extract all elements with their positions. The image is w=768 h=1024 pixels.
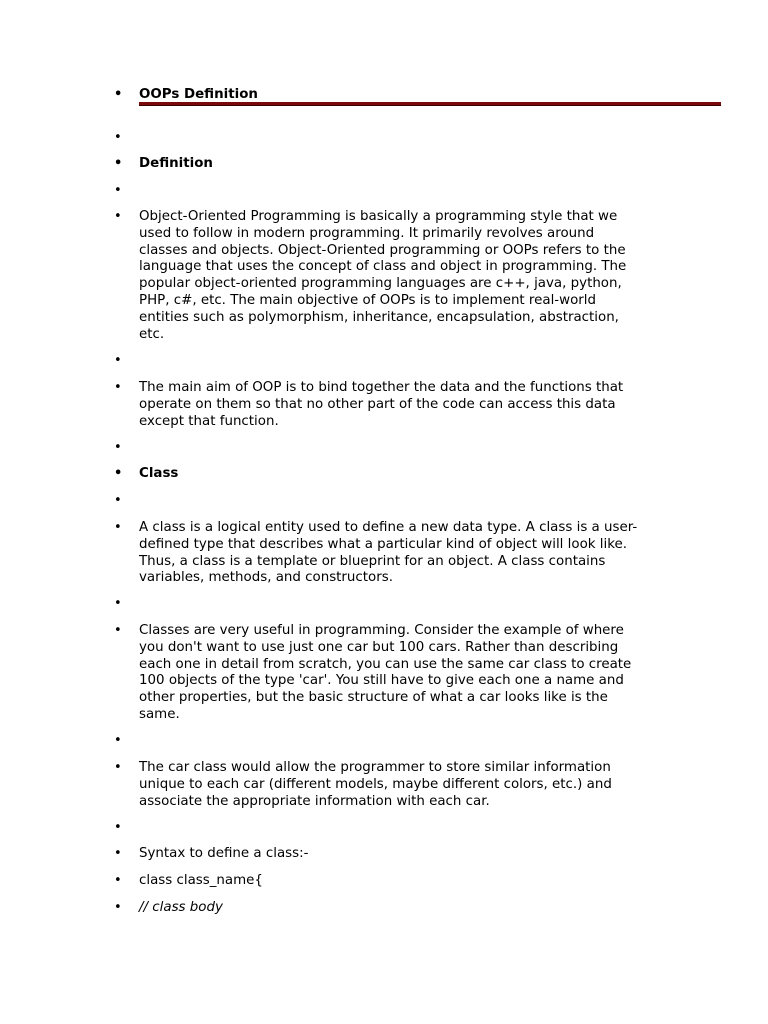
list-item-paragraph [139,846,308,863]
paragraph-line: classes and objects. Object-Oriented programming or OOPs refers to the [139,242,626,258]
paragraph-line: each one in detail from scratch, you can use the same car class to create [139,656,632,672]
paragraph-line: language that uses the concept of class and object in programming. The [139,259,627,275]
paragraph-line: Thus, a class is a template or blueprint for an object. A class contains [139,553,606,569]
paragraph-line: popular object-oriented programming languages are c++, java, python, [139,276,622,292]
paragraph-line: • // class body [139,900,223,915]
paragraph-line: used to follow in modern programming. It primarily revolves around [139,225,595,241]
list-item-heading [139,466,178,483]
paragraph-line: • Syntax to define a class:- [139,846,309,861]
paragraph-line: associate the appropriate information with each car. [139,793,490,809]
paragraph-line: • A class is a logical entity used to define a new data type. A class is a user- [139,520,638,535]
paragraph-line: • Object-Oriented Programming is basically a programming style that we [139,209,618,224]
list-item-heading [139,156,213,173]
paragraph-line: etc. [139,326,165,342]
paragraph-line: same. [139,706,180,722]
paragraph-line: except that function. [139,413,279,429]
paragraph-line: entities such as polymorphism, inheritance, encapsulation, abstraction, [139,309,619,325]
heading-text: Class [139,466,179,481]
list-item-paragraph [139,900,223,917]
list-item-paragraph [139,623,631,724]
heading-text: OOPs Definition [139,87,258,102]
list-item-paragraph [139,209,626,343]
paragraph-line: • Classes are very useful in programming. Consider the example of where [139,623,624,638]
paragraph-line: • class class_name{ [139,873,263,888]
list-item-paragraph [139,873,263,890]
paragraph-line: 100 objects of the type 'car'. You still have to give each one a name and [139,673,624,689]
paragraph-line: operate on them so that no other part of the code can access this data [139,396,616,412]
paragraph-line: • The car class would allow the programmer to store similar information [139,760,611,775]
list-item-paragraph [139,760,612,810]
paragraph-line: other properties, but the basic structure of what a car looks like is the [139,690,608,706]
list-item-heading [139,87,258,104]
paragraph-line: defined type that describes what a particular kind of object will look like. [139,536,627,552]
paragraph-line: unique to each car (different models, maybe different colors, etc.) and [139,776,612,792]
paragraph-line: you don't want to use just one car but 100 cars. Rather than describing [139,639,619,655]
paragraph-line: variables, methods, and constructors. [139,570,393,586]
list-item-paragraph [139,520,637,587]
heading-text: Definition [139,156,213,171]
paragraph-line: PHP, c#, etc. The main objective of OOPs is to implement real-world [139,292,597,308]
list-item-paragraph [139,380,623,430]
paragraph-line: • The main aim of OOP is to bind together the data and the functions that [139,380,624,395]
